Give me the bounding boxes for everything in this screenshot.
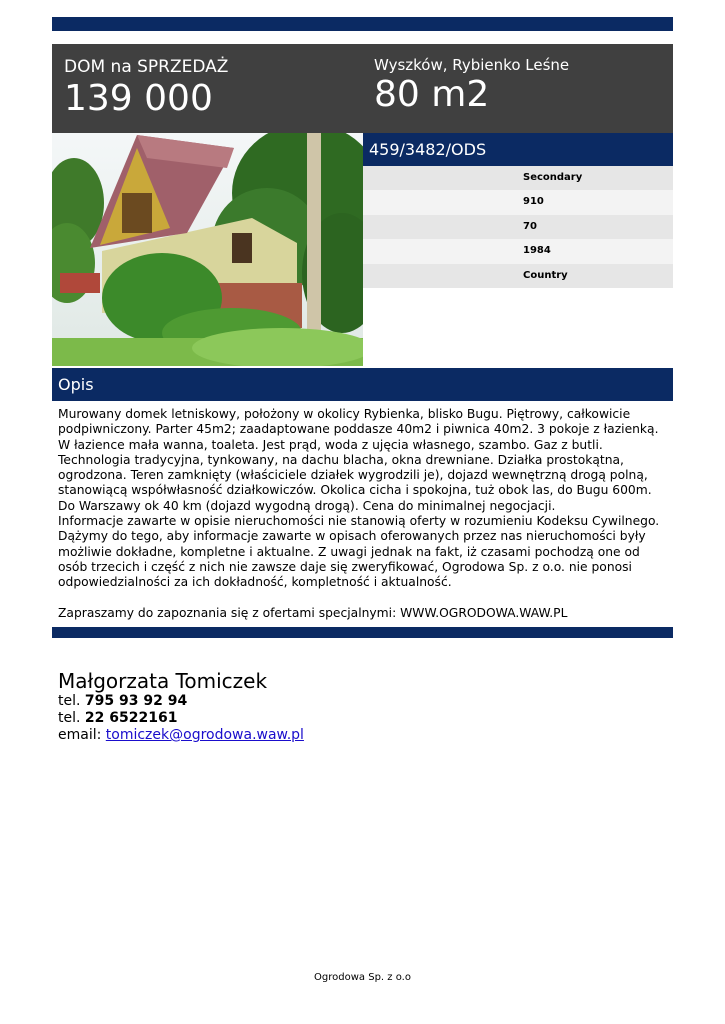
listing-header: [52, 44, 673, 133]
description-line: Murowany domek letniskowy, położony w okolicy Rybienka, blisko Bugu. Piętrowy, całkowicie: [58, 407, 631, 421]
bottom-accent-bar: [52, 627, 673, 638]
description-line: odpowiedzialności za ich dokładność, kompletność i aktualność.: [58, 575, 452, 590]
param-row: 910: [363, 190, 673, 214]
tel-label: tel.: [58, 693, 85, 709]
description-text: [58, 407, 668, 621]
description-line: W łazience mała wanna, toaleta. Jest prąd, woda z ujęcia własnego, szambo. Gaz z butli.: [58, 437, 603, 452]
phone-number-1: 795 93 92 94: [84, 693, 188, 709]
phone-number-2: 22 6522161: [84, 710, 178, 726]
property-price: 139 000: [64, 78, 213, 119]
email-link[interactable]: tomiczek@ogrodowa.waw.pl: [105, 727, 304, 743]
agent-name: Małgorzata Tomiczek: [58, 669, 268, 693]
phone-line-1: [58, 693, 304, 710]
description-line: stanowiącą współwłasność działkowiczów. Okolica cicha i spokojna, tuż obok las, do Bugu 600m.: [58, 483, 652, 498]
param-row: 1984: [363, 239, 673, 263]
property-area: 80 m2: [374, 74, 490, 115]
property-photo: [52, 133, 363, 366]
email-line: [58, 727, 304, 744]
description-line: podpiwniczony. Parter 45m2; zaadaptowane poddasze 40m2 i piwnica 40m2. 3 pokoje z łazienką.: [58, 422, 659, 437]
description-line: Do Warszawy ok 40 km (dojazd wygodną drogą). Cena do minimalnej negocjacji.: [58, 498, 556, 513]
description-line: ogrodzona. Teren zamknięty (właściciele działek wygrodzili je), dojazd wewnętrzną drogą polną,: [58, 468, 648, 483]
param-row: Country: [363, 264, 673, 288]
param-row: Secondary: [363, 166, 673, 190]
reference-number: 459/3482/ODS: [363, 133, 673, 166]
param-row: 70: [363, 215, 673, 239]
tel-label: tel.: [58, 710, 85, 726]
description-line: Informacje zawarte w opisie nieruchomości nie stanowią oferty w rozumieniu Kodeksu Cywilnego.: [58, 514, 660, 529]
description-line: Technologia tradycyjna, tynkowany, na dachu blacha, okna drewniane. Działka prostokątna,: [58, 452, 624, 467]
email-label: email:: [58, 727, 106, 743]
property-location: Wyszków, Rybienko Leśne: [374, 56, 570, 74]
property-type: DOM na SPRZEDAŻ: [64, 57, 229, 77]
phone-line-2: [58, 710, 304, 727]
contact-block: [58, 669, 304, 744]
params-table: [363, 166, 673, 288]
invitation-text: Zapraszamy do zapoznania się z ofertami specjalnymi: WWW.OGRODOWA.WAW.PL: [58, 605, 568, 620]
description-line: Dążymy do tego, aby informacje zawarte w opisach oferowanych przez nas nieruchomości były: [58, 529, 646, 544]
description-line: możliwie dokładne, kompletne i aktualne. Z uwagi jednak na fakt, iż czasami pochodzą one od: [58, 544, 640, 559]
top-accent-bar: [52, 17, 673, 31]
header-right: [374, 56, 569, 116]
description-heading: Opis: [52, 368, 673, 401]
description-line: osób trzecich i część z nich nie zawsze daje się zweryfikować, Ogrodowa Sp. z o.o. nie ponosi: [58, 559, 632, 574]
footer-company: Ogrodowa Sp. z o.o: [314, 972, 411, 983]
paragraph-gap: [58, 591, 668, 606]
header-left: [64, 56, 228, 120]
